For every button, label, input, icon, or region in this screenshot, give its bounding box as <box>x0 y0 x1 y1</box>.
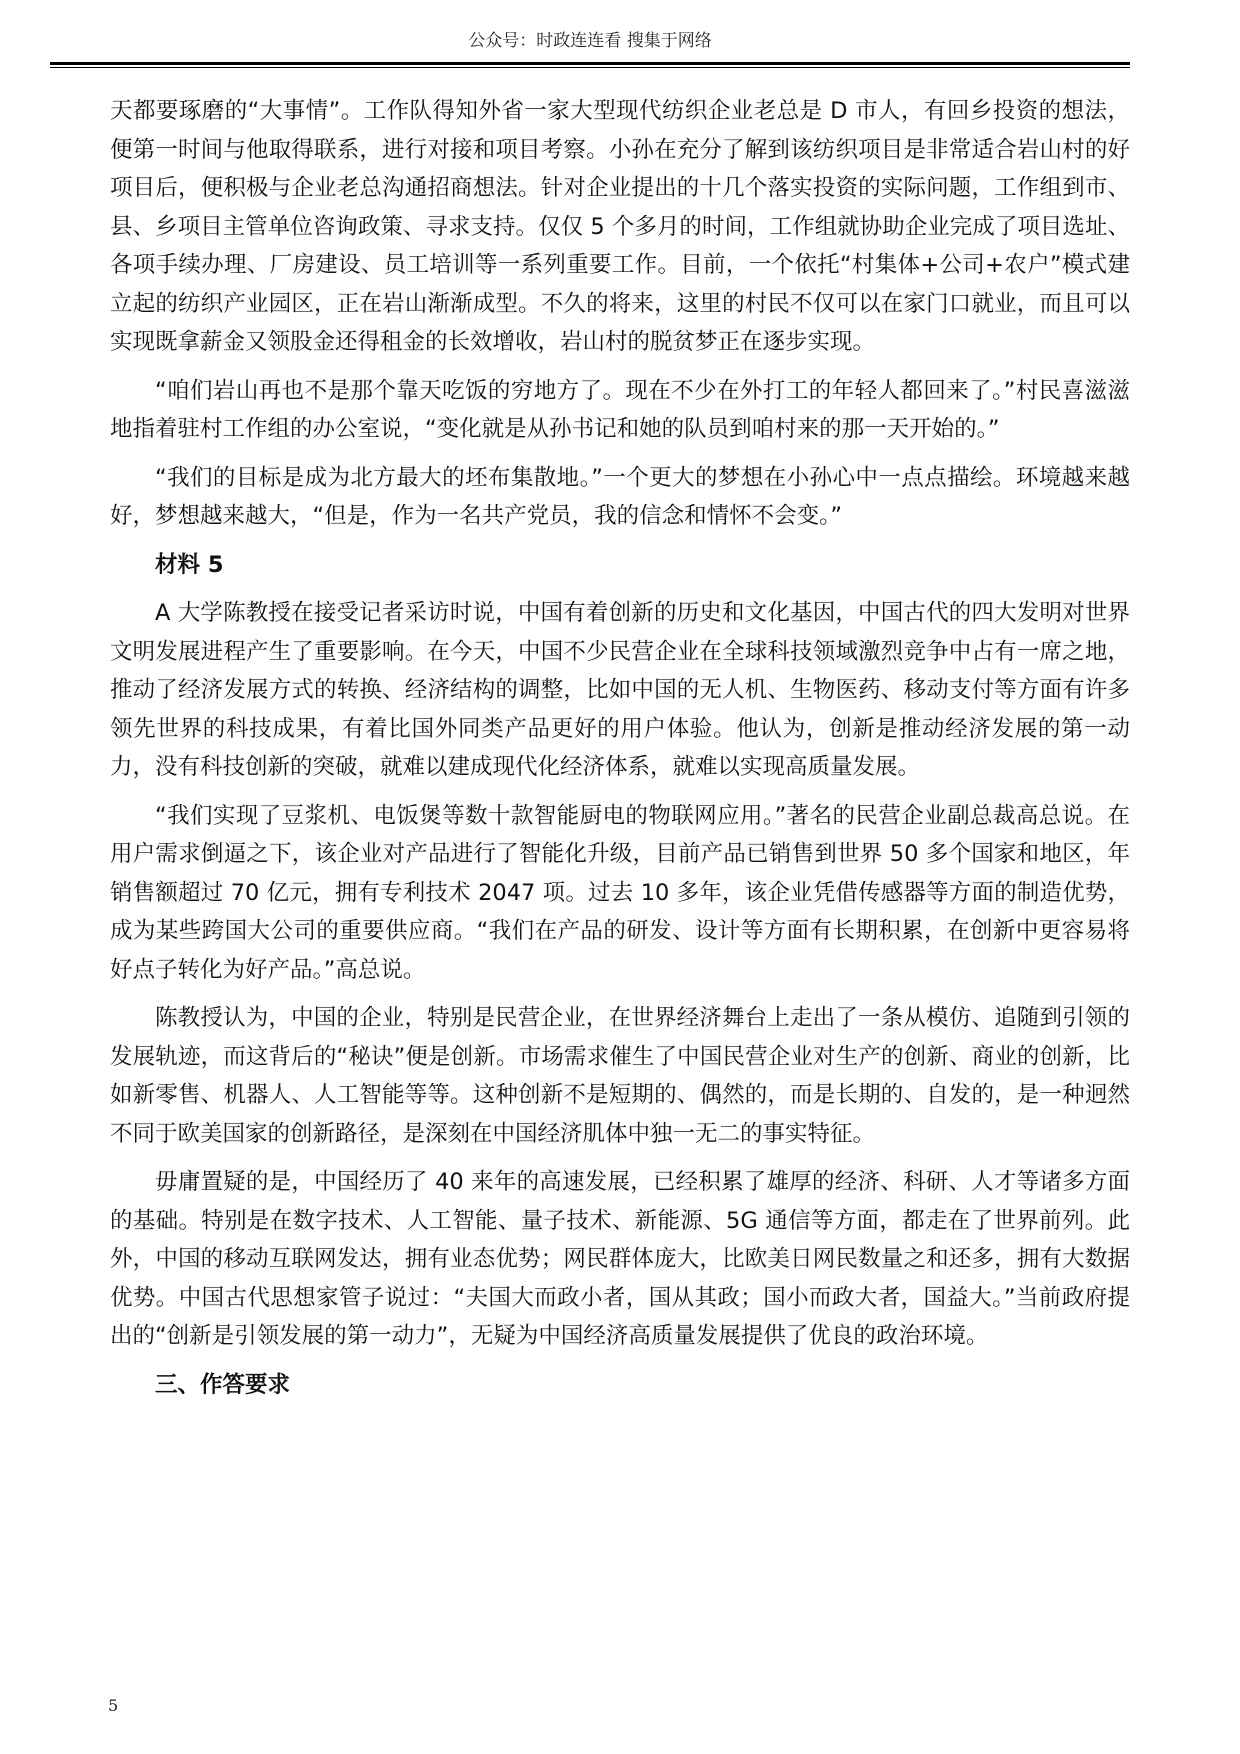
paragraph-villager-quote: “咱们岩山再也不是那个靠天吃饭的穷地方了。现在不少在外打工的年轻人都回来了。”村民喜滋滋地指着驻村工作组的办公室说，“变化就是从孙书记和她的队员到咱村来的那一天开始的。” <box>110 377 1130 442</box>
header-divider-thin <box>50 67 1130 68</box>
paragraph-innovation-path: 陈教授认为，中国的企业，特别是民营企业，在世界经济舞台上走出了一条从模仿、追随到引领的发展轨迹，而这背后的“秘诀”便是创新。市场需求催生了中国民营企业对生产的创新、商业的创新，比如新零售、机器人、人工智能等等。这种创新不是短期的、偶然的，而是长期的、自发的，是一种迥然不同于欧美国家的创新路径，是深刻在中国经济肌体中独一无二的事实特征。 <box>110 1005 1130 1147</box>
document-body <box>110 92 1130 1414</box>
page-header: 公众号：时政连连看 搜集于网络 <box>468 31 712 51</box>
section-heading-material-5: 材料 5 <box>155 551 224 578</box>
page-number: 5 <box>108 1696 119 1715</box>
paragraph-vice-president-quote: “我们实现了豆浆机、电饭煲等数十款智能厨电的物联网应用。”著名的民营企业副总裁高总说。在用户需求倒逼之下，该企业对产品进行了智能化升级，目前产品已销售到世界 50 多个国家和地区，年销售额超过 70 亿元，拥有专利技术 2047 项。过去 10 多年，该企业凭借传感器等方面的制造优势，成为某些跨国大公司的重要供应商。“我们在产品的研发、设计等方面有长期积累，在创新中更容易将好点子转化为好产品。”高总说。 <box>110 802 1130 983</box>
section-heading-answer-requirements: 三、作答要求 <box>155 1371 291 1398</box>
paragraph-continued: 天都要琢磨的“大事情”。工作队得知外省一家大型现代纺织企业老总是 D 市人，有回乡投资的想法，便第一时间与他取得联系，进行对接和项目考察。小孙在充分了解到该纺织项目是非常适合岩山村的好项目后，便积极与企业老总沟通招商想法。针对企业提出的十几个落实投资的实际问题，工作组到市、县、乡项目主管单位咨询政策、寻求支持。仅仅 5 个多月的时间，工作组就协助企业完成了项目选址、各项手续办理、厂房建设、员工培训等一系列重要工作。目前，一个依托“村集体+公司+农户”模式建立起的纺织产业园区，正在岩山渐渐成型。不久的将来，这里的村民不仅可以在家门口就业，而且可以实现既拿薪金又领股金还得租金的长效增收，岩山村的脱贫梦正在逐步实现。 <box>110 98 1130 355</box>
paragraph-goal-quote: “我们的目标是成为北方最大的坯布集散地。”一个更大的梦想在小孙心中一点点描绘。环境越来越好，梦想越来越大，“但是，作为一名共产党员，我的信念和情怀不会变。” <box>110 464 1130 529</box>
paragraph-development-foundation: 毋庸置疑的是，中国经历了 40 来年的高速发展，已经积累了雄厚的经济、科研、人才等诸多方面的基础。特别是在数字技术、人工智能、量子技术、新能源、5G 通信等方面，都走在了世界前列。此外，中国的移动互联网发达，拥有业态优势；网民群体庞大，比欧美日网民数量之和还多，拥有大数据优势。中国古代思想家管子说过：“夫国大而政小者，国从其政；国小而政大者，国益大。”当前政府提出的“创新是引领发展的第一动力”，无疑为中国经济高质量发展提供了优良的政治环境。 <box>110 1169 1130 1349</box>
header-divider-thick <box>50 62 1130 65</box>
paragraph-professor-interview: A 大学陈教授在接受记者采访时说，中国有着创新的历史和文化基因，中国古代的四大发明对世界文明发展进程产生了重要影响。在今天，中国不少民营企业在全球科技领域激烈竞争中占有一席之地，推动了经济发展方式的转换、经济结构的调整，比如中国的无人机、生物医药、移动支付等方面有许多领先世界的科技成果，有着比国外同类产品更好的用户体验。他认为，创新是推动经济发展的第一动力，没有科技创新的突破，就难以建成现代化经济体系，就难以实现高质量发展。 <box>110 600 1130 780</box>
